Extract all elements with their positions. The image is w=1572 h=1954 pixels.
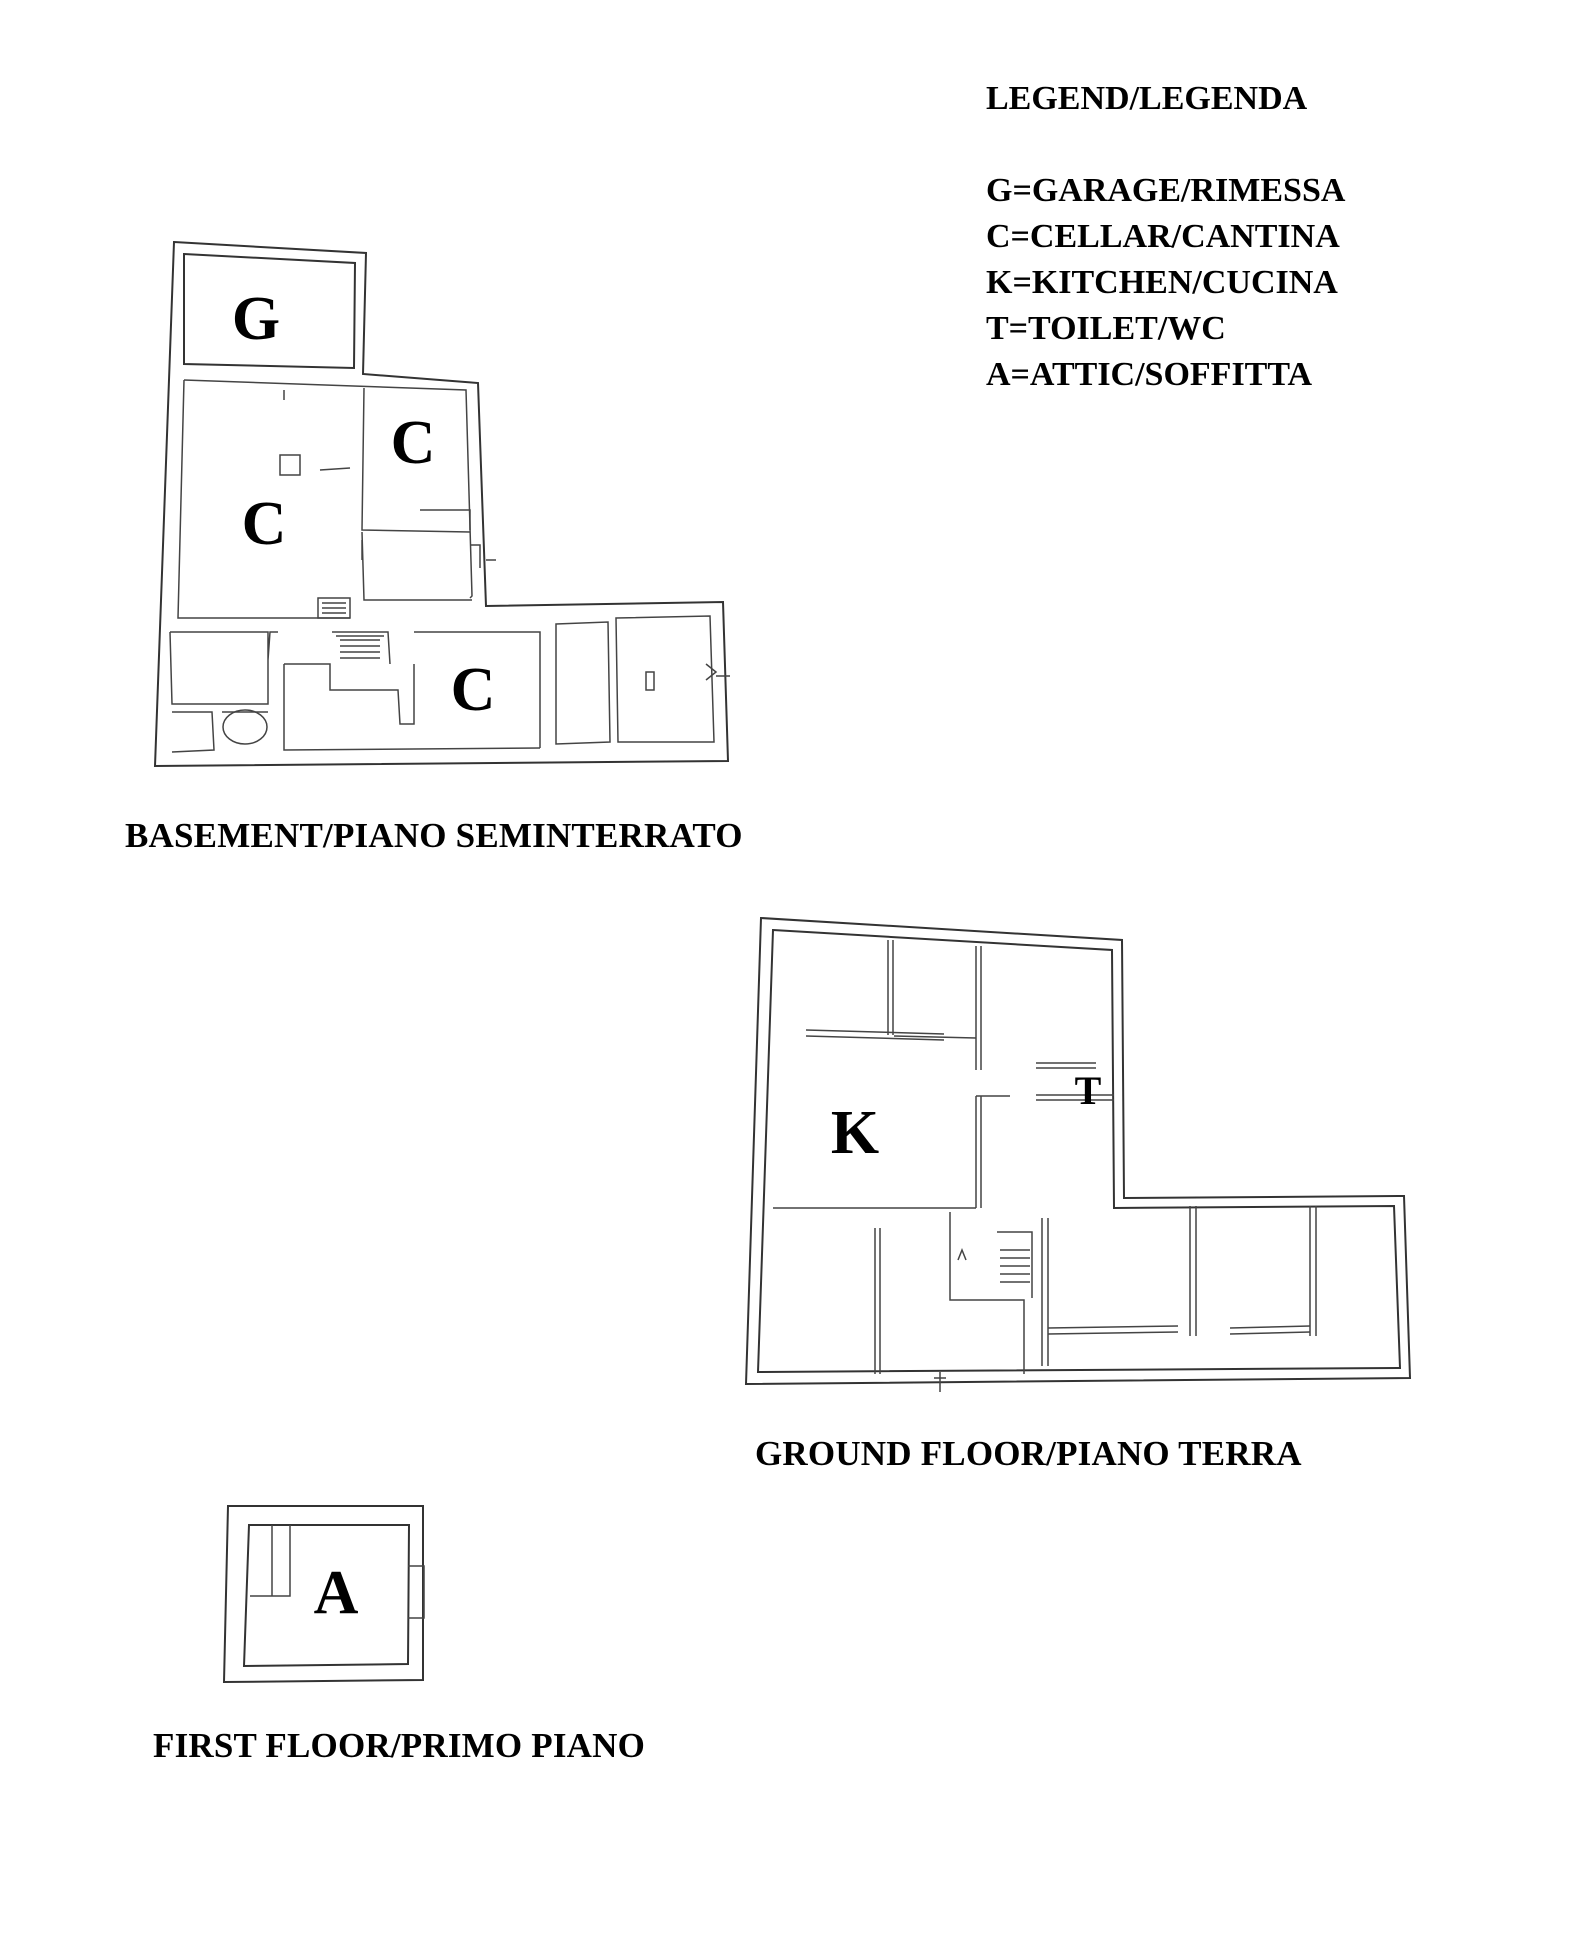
ground-floor-caption: GROUND FLOOR/PIANO TERRA xyxy=(755,1434,1302,1473)
ground-room-toilet: T xyxy=(1074,1068,1102,1113)
legend-item-garage: G=GARAGE/RIMESSA xyxy=(986,172,1346,209)
basement-plan xyxy=(155,242,730,766)
legend-title: LEGEND/LEGENDA xyxy=(986,80,1308,117)
basement-room-cellar-1: C xyxy=(390,409,436,477)
basement-room-cellar-3: C xyxy=(450,656,496,724)
ground-room-kitchen: K xyxy=(830,1099,880,1167)
legend-item-cellar: C=CELLAR/CANTINA xyxy=(986,218,1340,255)
basement-room-garage: G xyxy=(231,285,281,353)
basement-room-cellar-2: C xyxy=(241,490,287,558)
legend-item-kitchen: K=KITCHEN/CUCINA xyxy=(986,264,1338,301)
first-floor-plan xyxy=(224,1506,424,1682)
basement-caption: BASEMENT/PIANO SEMINTERRATO xyxy=(125,816,743,855)
ground-floor-plan xyxy=(746,918,1410,1392)
first-floor-caption: FIRST FLOOR/PRIMO PIANO xyxy=(153,1726,646,1765)
legend-item-attic: A=ATTIC/SOFFITTA xyxy=(986,356,1313,393)
legend-item-toilet: T=TOILET/WC xyxy=(986,310,1226,347)
first-room-attic: A xyxy=(313,1559,359,1627)
